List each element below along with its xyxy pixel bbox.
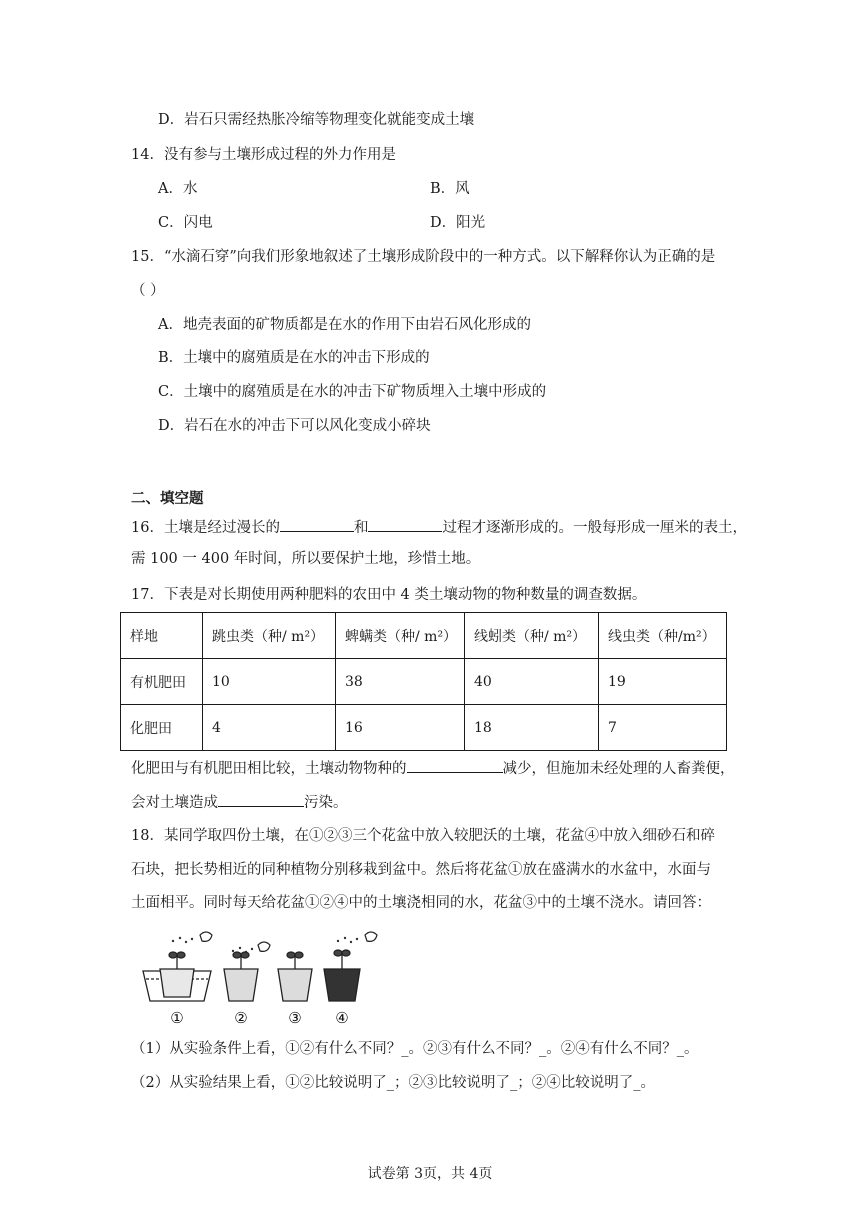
survey-table [120, 612, 727, 751]
q17-text-4: 污染。 [304, 795, 348, 811]
pot-4 [324, 950, 360, 1001]
q17-text-2: 减少，但施加未经处理的人畜粪便， [502, 761, 735, 777]
pot-label-1: ① [170, 1009, 184, 1027]
q18-line2: 石块，把长势相近的同种植物分别移栽到盆中。然后将花盆①放在盛满水的水盆中，水面与 [131, 862, 711, 878]
page-footer: 试卷第 3页，共 4页 [367, 1166, 493, 1182]
table-cell: 化肥田 [121, 705, 203, 751]
table-cell: 18 [465, 705, 599, 751]
pot-3 [278, 952, 312, 1001]
table-cell: 4 [203, 705, 336, 751]
table-header-row [121, 613, 727, 659]
q17-text-3: 会对土壤造成 [131, 795, 218, 811]
q16-text-2: 和 [353, 520, 369, 536]
q16-text-3: 过程才逐渐形成的。一般每形成一厘米的表土， [442, 520, 747, 536]
q16-line1 [131, 517, 747, 538]
q16-text-1: 16．土壤是经过漫长的 [131, 520, 280, 536]
q15-option-c: C．土壤中的腐殖质是在水的冲击下矿物质埋入土壤中形成的 [158, 384, 547, 400]
pot-label-4: ④ [335, 1009, 349, 1027]
table-row [121, 659, 727, 705]
table-cell: 10 [203, 659, 336, 705]
q17-text-1: 化肥田与有机肥田相比较，土壤动物物种的 [131, 761, 407, 777]
table-header-cell: 跳虫类（种/ m²） [203, 613, 336, 659]
q15-option-a: A．地壳表面的矿物质都是在水的作用下由岩石风化形成的 [158, 317, 531, 333]
q14-stem: 14．没有参与土壤形成过程的外力作用是 [131, 147, 396, 163]
table-header-cell: 线虫类（种/m²） [599, 613, 727, 659]
q18-line3: 土面相平。同时每天给花盆①②④中的土壤浇相同的水，花盆③中的土壤不浇水。请回答： [131, 895, 711, 911]
q15-stem-line1: 15．“水滴石穿”向我们形象地叙述了土壤形成阶段中的一种方式。以下解释你认为正确的是 [131, 249, 716, 265]
q17-blank-2[interactable] [218, 792, 304, 807]
table-cell: 19 [599, 659, 727, 705]
table-header-cell: 样地 [121, 613, 203, 659]
section-heading: 二、填空题 [131, 490, 204, 507]
q16-line2: 需 100 一 400 年时间，所以要保护土地，珍惜土地。 [131, 551, 481, 567]
pot-label-2: ② [234, 1009, 248, 1027]
q15-stem-line2: （ ） [131, 283, 165, 299]
flower-pot-figure [138, 925, 390, 1029]
table-cell: 7 [599, 705, 727, 751]
table-cell: 16 [336, 705, 465, 751]
pot-2 [224, 952, 258, 1001]
pot-1 [143, 952, 211, 1001]
q18-sub1: （1）从实验条件上看，①②有什么不同？_。②③有什么不同？_。②④有什么不同？_。 [131, 1041, 699, 1057]
pot-label-3: ③ [288, 1009, 302, 1027]
q15-option-d: D．岩石在水的冲击下可以风化变成小碎块 [158, 418, 431, 434]
q14-option-c: C．闪电 [158, 215, 213, 231]
q15-option-b: B．土壤中的腐殖质是在水的冲击下形成的 [158, 350, 430, 366]
q14-option-b: B．风 [430, 181, 470, 197]
table-header-cell: 蜱螨类（种/ m²） [336, 613, 465, 659]
table-cell: 40 [465, 659, 599, 705]
q18-sub2: （2）从实验结果上看，①②比较说明了_；②③比较说明了_；②④比较说明了_。 [131, 1075, 655, 1091]
q13-option-d: D．岩石只需经热胀冷缩等物理变化就能变成土壤 [158, 112, 475, 128]
q17-after-line2 [131, 792, 348, 813]
q14-option-a: A．水 [158, 181, 198, 197]
q17-stem: 17．下表是对长期使用两种肥料的农田中 4 类土壤动物的物种数量的调查数据。 [131, 587, 647, 603]
q18-line1: 18．某同学取四份土壤，在①②③三个花盆中放入较肥沃的土壤，花盆④中放入细砂石和碎 [131, 828, 715, 844]
table-row [121, 705, 727, 751]
q16-blank-2[interactable] [368, 517, 442, 532]
table-cell: 38 [336, 659, 465, 705]
q16-blank-1[interactable] [280, 517, 354, 532]
q17-blank-1[interactable] [407, 758, 503, 773]
table-header-cell: 线蚓类（种/ m²） [465, 613, 599, 659]
table-cell: 有机肥田 [121, 659, 203, 705]
q17-after-line1 [131, 758, 735, 779]
q14-option-d: D．阳光 [430, 215, 486, 231]
